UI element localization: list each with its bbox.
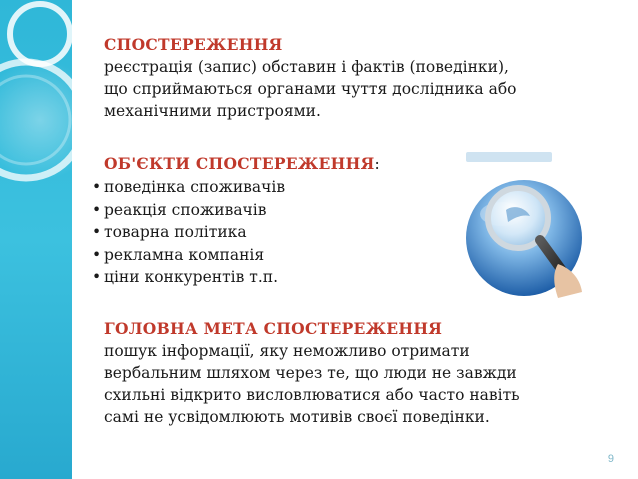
objects-heading: ОБ'ЄКТИ СПОСТЕРЕЖЕННЯ	[104, 154, 375, 173]
list-item: • поведінка споживачів	[92, 176, 285, 199]
section-objects	[104, 153, 380, 175]
list-item: • ціни конкурентів т.п.	[92, 266, 285, 289]
section-definition	[104, 34, 517, 122]
goal-line: вербальним шляхом через те, що люди не завжди	[104, 364, 517, 382]
magnifier-over-globe-icon	[462, 152, 592, 302]
goal-heading: ГОЛОВНА МЕТА СПОСТЕРЕЖЕННЯ	[104, 319, 443, 338]
definition-line: що сприймаються органами чуття дослідника або	[104, 80, 517, 98]
goal-line: самі не усвідомлюють мотивів своєї поведінки.	[104, 408, 490, 426]
definition-line: реєстрація (запис) обставин і фактів (поведінки),	[104, 58, 509, 76]
list-item: • товарна політика	[92, 221, 285, 244]
goal-line: пошук інформації, яку неможливо отримати	[104, 342, 470, 360]
goal-line: схильні відкрито висловлюватися або часто навіть	[104, 386, 520, 404]
page-number: 9	[607, 453, 614, 465]
objects-heading-line	[104, 153, 380, 175]
definition-heading: СПОСТЕРЕЖЕННЯ	[104, 35, 283, 54]
objects-heading-colon: :	[374, 155, 380, 173]
section-goal	[104, 318, 520, 428]
definition-line: механічними пристроями.	[104, 102, 321, 120]
list-item: • рекламна компанія	[92, 244, 285, 267]
list-item: • реакція споживачів	[92, 199, 285, 222]
objects-list	[92, 176, 285, 289]
